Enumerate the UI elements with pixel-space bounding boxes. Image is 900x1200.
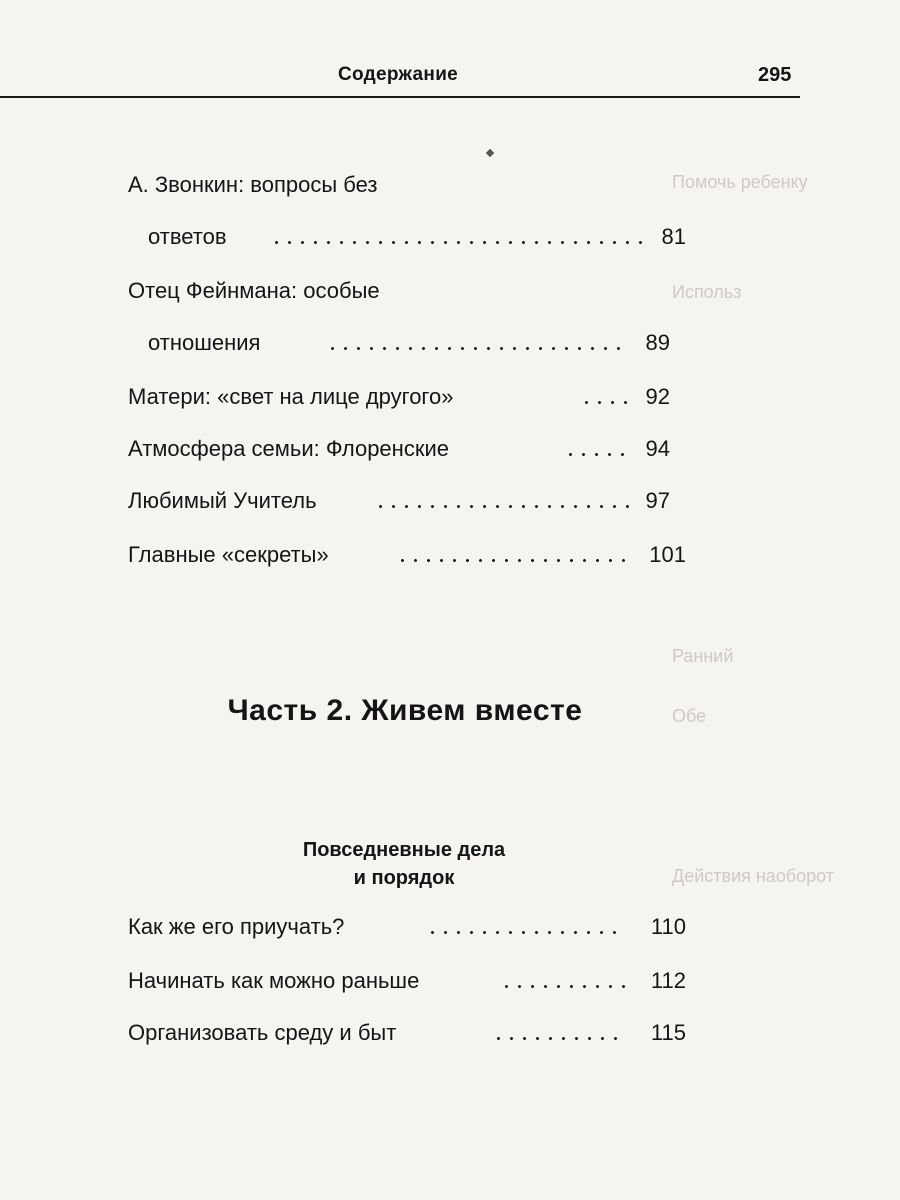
toc-entry-page: 115 xyxy=(650,1020,686,1045)
toc-entry xyxy=(128,538,686,572)
toc-entry-title: ответов xyxy=(148,224,227,249)
dot-leader xyxy=(492,1037,626,1040)
toc-entry-title: Начинать как можно раньше xyxy=(128,968,420,993)
running-header xyxy=(0,60,800,98)
toc-entry-title: А. Звонкин: вопросы без xyxy=(128,172,378,197)
toc-entry-page: 110 xyxy=(650,914,686,939)
toc-entry-title: Матери: «свет на лице другого» xyxy=(128,384,454,409)
toc-entry xyxy=(148,220,686,254)
toc-entry-title: отношения xyxy=(148,330,261,355)
toc-entry-page: 94 xyxy=(645,436,670,461)
page-mark xyxy=(486,149,494,157)
section-heading-line: Повседневные дела xyxy=(302,839,506,861)
toc-entry-page: 81 xyxy=(661,224,686,249)
header-title: Содержание xyxy=(338,64,459,85)
toc-entry-title: Любимый Учитель xyxy=(128,488,317,513)
dot-leader xyxy=(564,453,630,456)
toc-entry-page: 97 xyxy=(645,488,670,513)
toc-entry xyxy=(148,326,670,360)
part-heading: Часть 2. Живем вместе xyxy=(227,694,583,727)
toc-entry-title: Как же его приучать? xyxy=(128,914,345,939)
toc-entry-title: Отец Фейнмана: особые xyxy=(128,278,380,303)
toc-entry xyxy=(128,1016,686,1050)
toc-entry xyxy=(128,484,670,518)
toc-entry xyxy=(128,964,686,998)
dot-leader xyxy=(374,505,630,508)
toc-entry xyxy=(128,432,670,466)
toc-entry-line xyxy=(128,168,686,202)
toc-entry-line xyxy=(128,274,686,308)
toc-entry-title: Главные «секреты» xyxy=(128,542,329,567)
section-heading-line: и порядок xyxy=(353,867,455,889)
dot-leader xyxy=(426,931,626,934)
dot-leader xyxy=(270,241,644,244)
toc-entry-page: 89 xyxy=(645,330,670,355)
dot-leader xyxy=(500,985,626,988)
toc-entry xyxy=(128,910,686,944)
toc-entry-page: 92 xyxy=(645,384,670,409)
section-heading xyxy=(0,836,808,892)
toc-entry-page: 112 xyxy=(650,968,686,993)
toc-entry-page: 101 xyxy=(649,542,686,567)
dot-leader xyxy=(396,559,628,562)
dot-leader xyxy=(580,401,630,404)
toc-entry-title: Атмосфера семьи: Флоренские xyxy=(128,436,449,461)
header-page-number: 295 xyxy=(758,64,792,86)
toc-entry-title: Организовать среду и быт xyxy=(128,1020,397,1045)
dot-leader xyxy=(326,347,626,350)
toc-entry xyxy=(128,380,670,414)
